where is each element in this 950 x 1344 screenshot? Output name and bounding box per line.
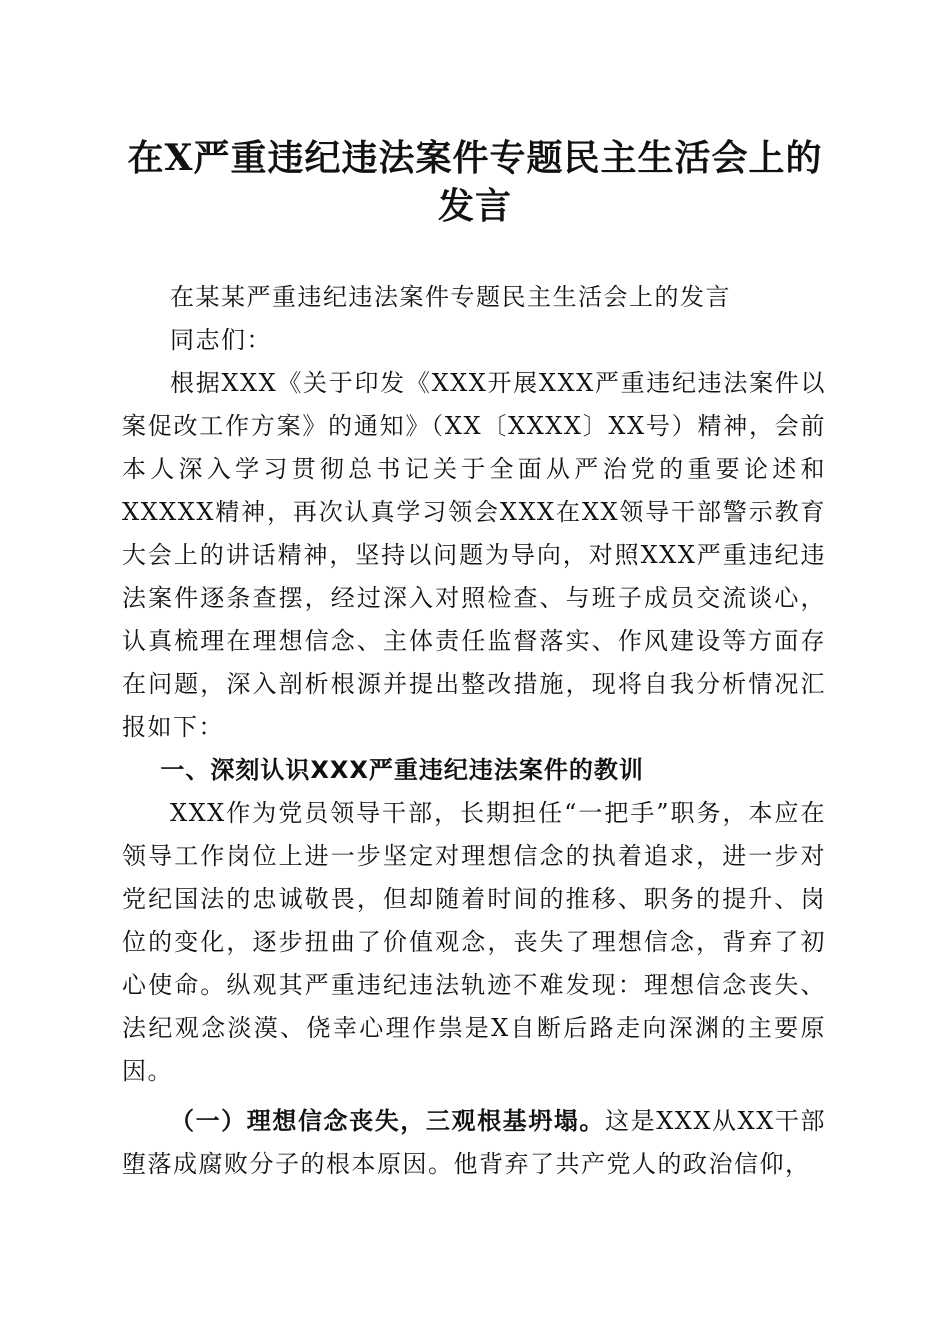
intro-paragraph: 根据XXX《关于印发《XXX开展XXX严重违纪违法案件以案促改工作方案》的通知》（XX〔XXXX〕XX号）精神，会前本人深入学习贯彻总书记关于全面从严治党的重要论述和XXXXX精神，再次认真学习领会XXX在XX领导干部警示教育大会上的讲话精神，坚持以问题为导向，对照XXX严重违纪违法案件逐条查摆，经过深入对照检查、与班子成员交流谈心，认真梳理在理想信念、主体责任监督落实、作风建设等方面存在问题，深入剖析根源并提出整改措施，现将自我分析情况汇报如下： xyxy=(122,369,826,741)
subsection1-paragraph xyxy=(122,1099,826,1186)
subsection1-text: 这是XXX从XX干部堕落成腐败分子的根本原因。他背弃了共产党人的政治信仰， xyxy=(122,1107,826,1178)
document-title-line1: 在X严重违纪违法案件专题民主生活会上的 xyxy=(127,137,823,179)
subsection1-lead: （一）理想信念丧失，三观根基坍塌。 xyxy=(170,1106,606,1135)
salutation: 同志们： xyxy=(170,326,272,354)
subtitle-text: 在某某严重违纪违法案件专题民主生活会上的发言 xyxy=(170,283,731,311)
section1-paragraph: XXX作为党员领导干部，长期担任“一把手”职务，本应在领导工作岗位上进一步坚定对理想信念的执着追求，进一步对党纪国法的忠诚敬畏，但却随着时间的推移、职务的提升、岗位的变化，逐步扭曲了价值观念，丧失了理想信念，背弃了初心使命。纵观其严重违纪违法轨迹不难发现：理想信念丧失、法纪观念淡漠、侥幸心理作祟是X自断后路走向深渊的主要原因。 xyxy=(122,799,826,1085)
document-title-line2: 发言 xyxy=(437,185,512,227)
section1-heading: 一、深刻认识XXX严重违纪违法案件的教训 xyxy=(160,756,644,784)
document-body xyxy=(122,276,826,1186)
